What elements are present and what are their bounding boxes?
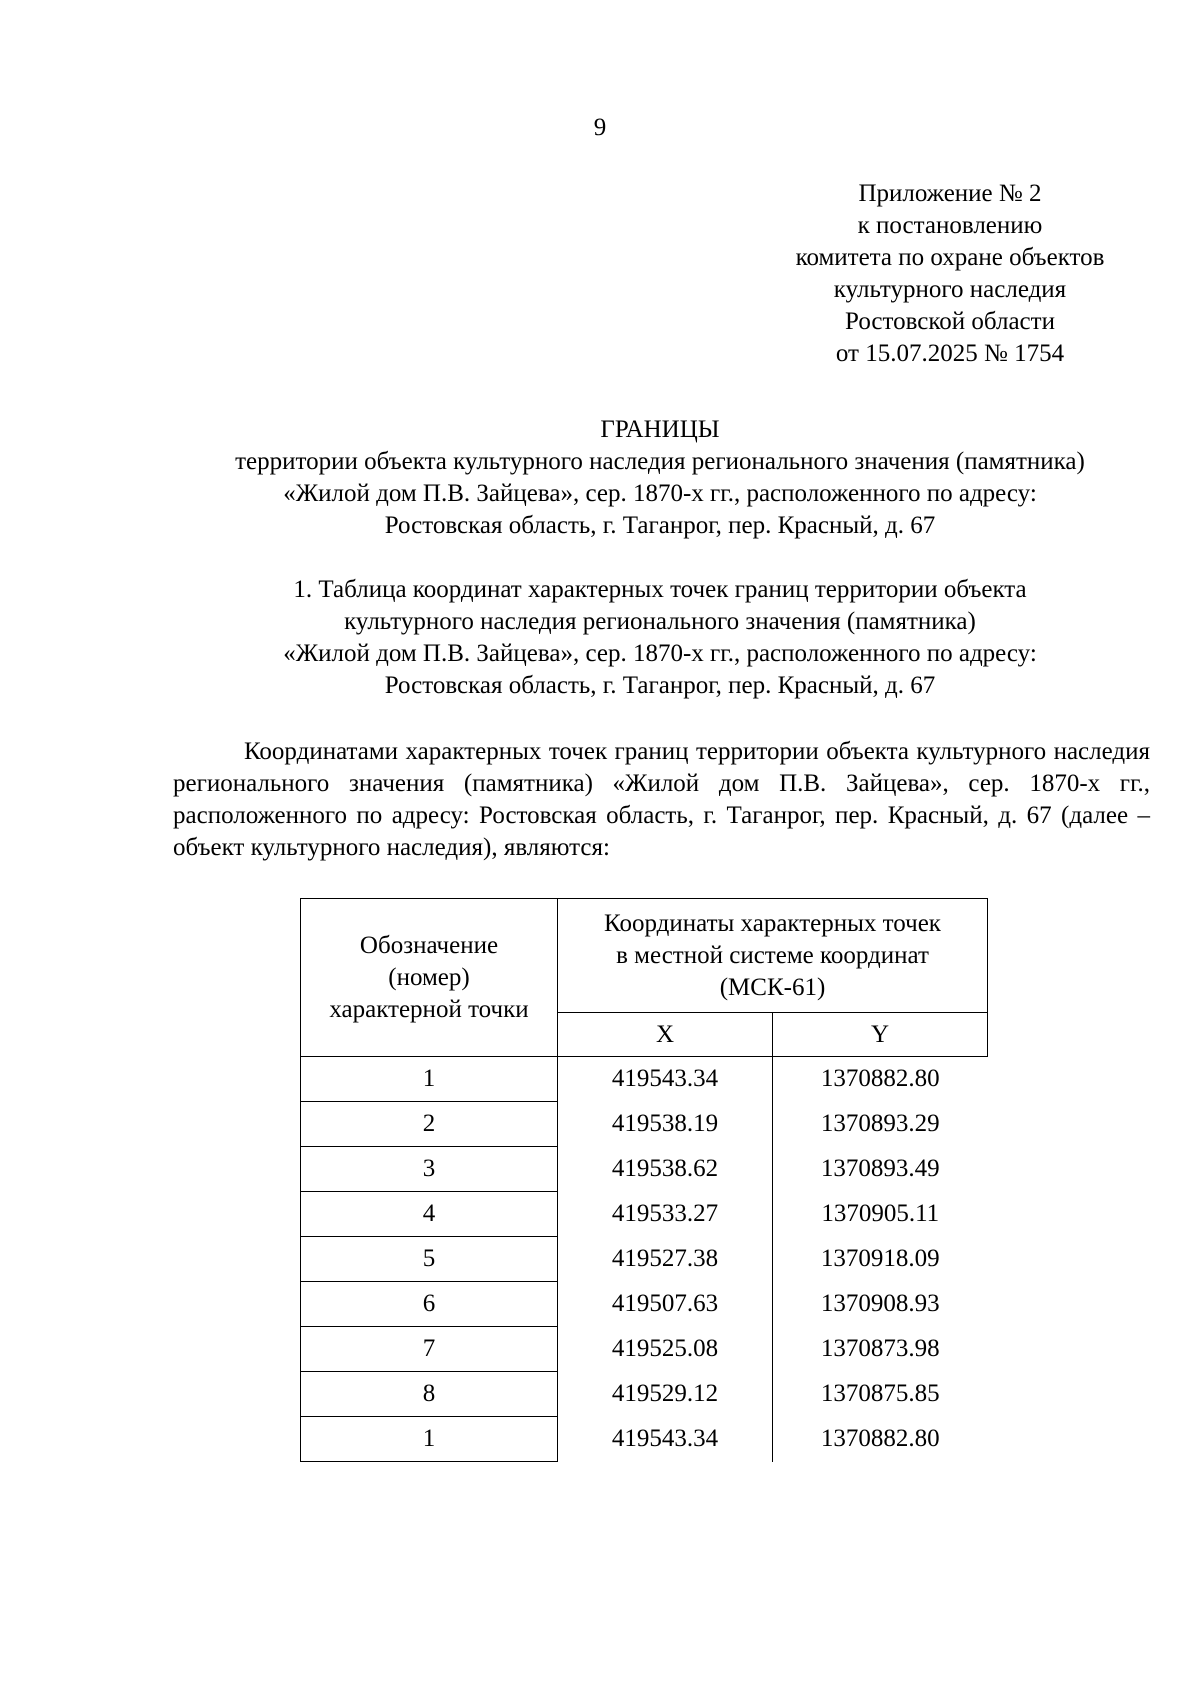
table-heading-line: культурного наследия регионального значения (памятника) [344, 608, 976, 635]
appendix-line: Ростовской области [845, 308, 1055, 335]
header-coordinates-line: в местной системе координат [616, 941, 929, 969]
header-point-line: Обозначение [359, 931, 499, 959]
appendix-line: Приложение № 2 [858, 180, 1042, 207]
header-coordinates-line: (МСК-61) [719, 973, 826, 1001]
header-coordinates-line: Координаты характерных точек [604, 909, 941, 937]
table-heading-line: «Жилой дом П.В. Зайцева», сер. 1870-х гг., расположенного по адресу: [283, 640, 1037, 667]
table-heading [160, 574, 1160, 702]
point-cell: 1 [301, 1057, 558, 1102]
y-cell: 1370918.09 [773, 1237, 988, 1282]
y-cell: 1370873.98 [773, 1327, 988, 1372]
y-cell: 1370905.11 [773, 1192, 988, 1237]
page-number: 9 [593, 114, 607, 141]
y-cell: 1370908.93 [773, 1282, 988, 1327]
table-body [301, 1057, 988, 1462]
point-cell: 6 [301, 1282, 558, 1327]
table-row [301, 1237, 988, 1282]
title-line: «Жилой дом П.В. Зайцева», сер. 1870-х гг., расположенного по адресу: [283, 480, 1037, 507]
appendix-block [760, 178, 1140, 370]
table-row [301, 1417, 988, 1462]
table-row [301, 1102, 988, 1147]
y-cell: 1370882.80 [773, 1417, 988, 1462]
document-title [160, 414, 1160, 542]
table-row [301, 1327, 988, 1372]
x-cell: 419543.34 [558, 1417, 773, 1462]
point-cell: 8 [301, 1372, 558, 1417]
coordinates-table [300, 898, 988, 1462]
point-cell: 2 [301, 1102, 558, 1147]
point-cell: 7 [301, 1327, 558, 1372]
y-cell: 1370893.29 [773, 1102, 988, 1147]
appendix-line: к постановлению [857, 212, 1043, 239]
x-cell: 419507.63 [558, 1282, 773, 1327]
table-row [301, 1147, 988, 1192]
table-row [301, 1282, 988, 1327]
y-cell: 1370875.85 [773, 1372, 988, 1417]
header-y: Y [773, 1013, 988, 1057]
appendix-line: комитета по охране объектов [795, 244, 1105, 271]
title-heading: ГРАНИЦЫ [600, 416, 720, 443]
header-point-line: (номер) [388, 963, 470, 991]
y-cell: 1370882.80 [773, 1057, 988, 1102]
table-heading-line: Ростовская область, г. Таганрог, пер. Красный, д. 67 [384, 672, 936, 699]
point-cell: 4 [301, 1192, 558, 1237]
x-cell: 419543.34 [558, 1057, 773, 1102]
title-line: Ростовская область, г. Таганрог, пер. Красный, д. 67 [384, 512, 936, 539]
table-row [301, 1192, 988, 1237]
header-point [301, 899, 558, 1057]
x-cell: 419525.08 [558, 1327, 773, 1372]
table-heading-line: 1. Таблица координат характерных точек границ территории объекта [293, 576, 1027, 603]
point-cell: 3 [301, 1147, 558, 1192]
title-line: территории объекта культурного наследия регионального значения (памятника) [235, 448, 1085, 475]
header-x: X [558, 1013, 773, 1057]
appendix-line: культурного наследия [833, 276, 1067, 303]
intro-paragraph: Координатами характерных точек границ территории объекта культурного наследия регионального значения (памятника) «Жилой дом П.В. Зайцева», сер. 1870-х гг., расположенного по адресу: Ростовская область, г. Таганрог, пер. Красный, д. 67 (далее – объект культурного наследия), являются: [173, 738, 1150, 861]
x-cell: 419538.19 [558, 1102, 773, 1147]
table-row [301, 1057, 988, 1102]
x-cell: 419533.27 [558, 1192, 773, 1237]
y-cell: 1370893.49 [773, 1147, 988, 1192]
table-row [301, 1372, 988, 1417]
x-cell: 419538.62 [558, 1147, 773, 1192]
x-cell: 419527.38 [558, 1237, 773, 1282]
header-coordinates [558, 899, 988, 1013]
appendix-line: от 15.07.2025 № 1754 [835, 340, 1065, 367]
point-cell: 5 [301, 1237, 558, 1282]
header-point-line: характерной точки [329, 995, 529, 1023]
point-cell: 1 [301, 1417, 558, 1462]
x-cell: 419529.12 [558, 1372, 773, 1417]
